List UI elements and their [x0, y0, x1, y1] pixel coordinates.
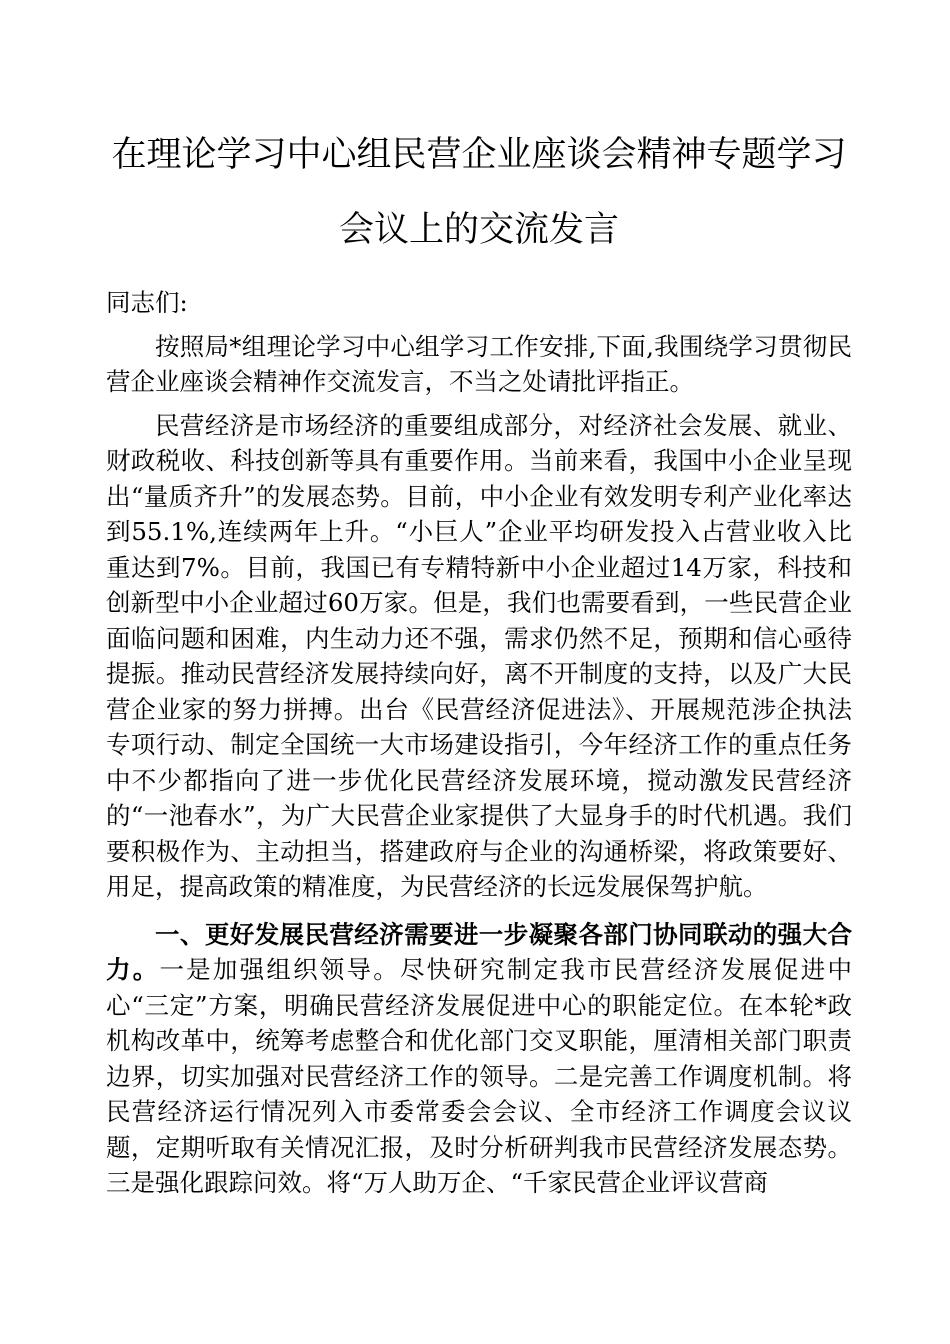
paragraph-intro: 按照局*组理论学习中心组学习工作安排,下面,我围绕学习贯彻民营企业座谈会精神作交流发言，不当之处请批评指正。	[106, 331, 852, 396]
title-line-1: 在理论学习中心组民营企业座谈会精神专题学习	[111, 135, 847, 175]
title-line-2: 会议上的交流发言	[338, 210, 619, 250]
document-title	[106, 118, 852, 268]
paragraph-section-one	[106, 917, 852, 1201]
document-page	[106, 118, 852, 1201]
section-one-body: 一是加强组织领导。尽快研究制定我市民营经济发展促进中心“三定”方案，明确民营经济发展促进中心的职能定位。在本轮*政机构改革中，统筹考虑整合和优化部门交叉职能，厘清相关部门职责边界，切实加强对民营经济工作的领导。二是完善工作调度机制。将民营经济运行情况列入市委常委会会议、全市经济工作调度会议议题，定期听取有关情况汇报，及时分析研判我市民营经济发展态势。三是强化跟踪问效。将“万人助万企、“千家民营企业评议营商	[106, 955, 853, 1197]
paragraph-private-economy: 民营经济是市场经济的重要组成部分，对经济社会发展、就业、财政税收、科技创新等具有重要作用。当前来看，我国中小企业呈现出“量质齐升”的发展态势。目前，中小企业有效发明专利产业化率达到55.1%,连续两年上升。“小巨人”企业平均研发投入占营业收入比重达到7%。目前，我国已有专精特新中小企业超过14万家，科技和创新型中小企业超过60万家。但是，我们也需要看到，一些民营企业面临问题和困难，内生动力还不强，需求仍然不足，预期和信心亟待提振。推动民营经济发展持续向好，离不开制度的支持，以及广大民营企业家的努力拼搏。出台《民营经济促进法》、开展规范涉企执法专项行动、制定全国统一大市场建设指引，今年经济工作的重点任务中不少都指向了进一步优化民营经济发展环境，搅动激发民营经济的“一池春水”，为广大民营企业家提供了大显身手的时代机遇。我们要积极作为、主动担当，搭建政府与企业的沟通桥梁，将政策要好、用足，提高政策的精准度，为民营经济的长远发展保驾护航。	[106, 410, 852, 901]
section-one-heading: 一、更好发展民营经济需要进一步凝聚各部门协同联动的强大合力。	[106, 919, 852, 984]
salutation: 同志们:	[106, 288, 188, 317]
